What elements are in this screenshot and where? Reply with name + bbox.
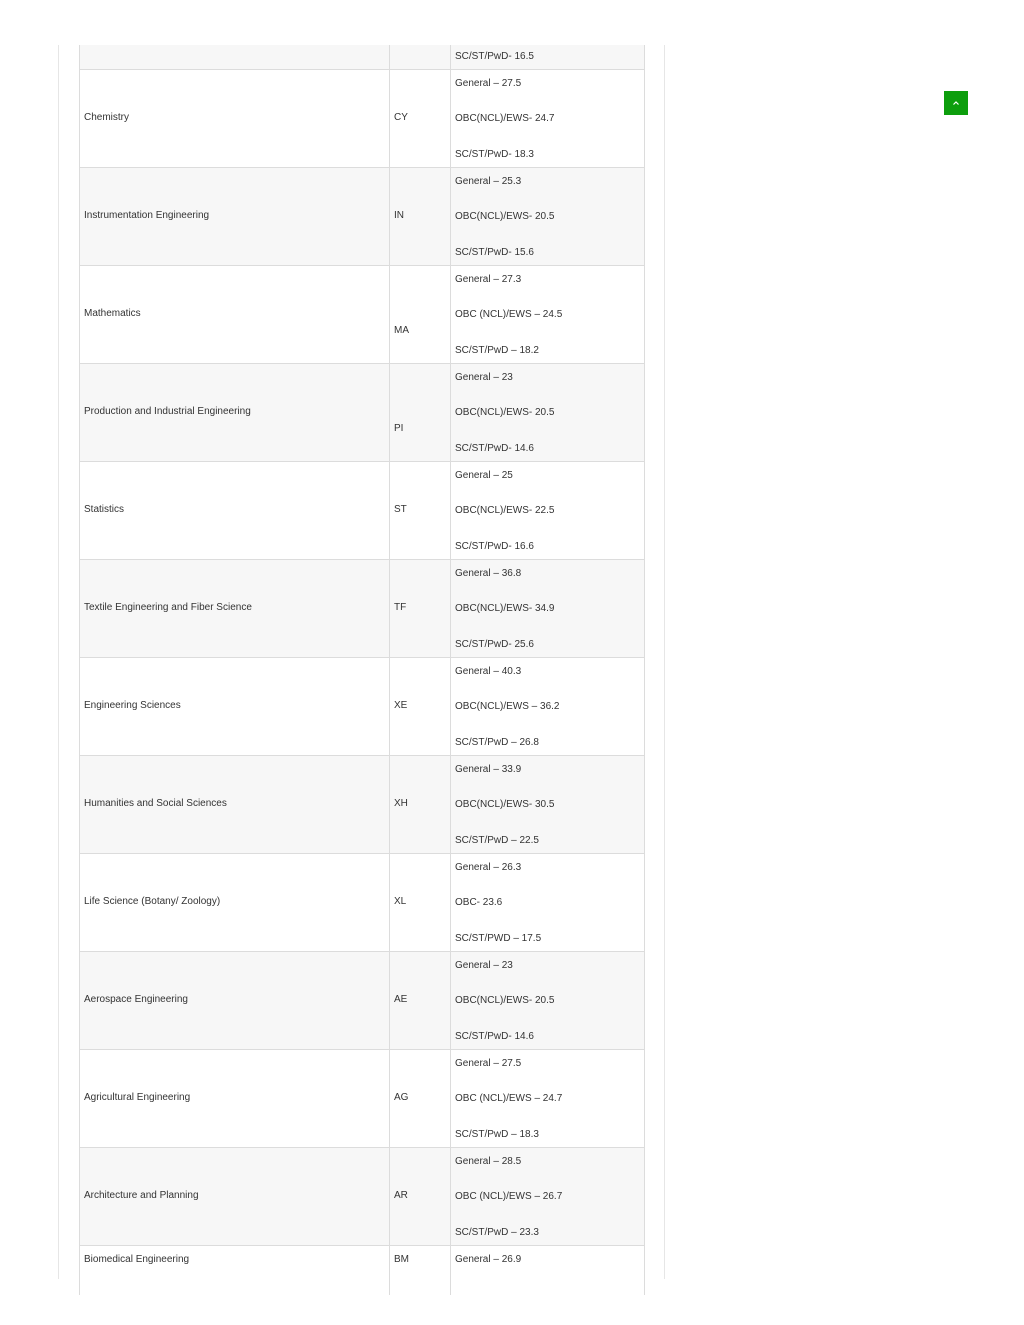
cutoff-sc-st: SC/ST/PWD – 17.5 [455, 932, 542, 944]
code-cell [390, 265, 451, 363]
table-row [80, 1245, 645, 1295]
table-row [80, 755, 645, 853]
code-cell: AG [390, 1049, 451, 1147]
cutoff-sc-st: SC/ST/PwD – 18.2 [455, 344, 539, 356]
cutoff-sc-st: SC/ST/PwD- 16.6 [455, 540, 534, 552]
cutoff-cell [451, 265, 645, 363]
subject-cell: Statistics [80, 461, 390, 559]
cutoff-obc: OBC(NCL)/EWS- 20.5 [455, 211, 555, 222]
cutoff-obc: OBC(NCL)/EWS- 34.9 [455, 603, 555, 614]
subject-cell: Life Science (Botany/ Zoology) [80, 853, 390, 951]
cutoff-obc: OBC(NCL)/EWS – 36.2 [455, 701, 560, 712]
subject-cell: Architecture and Planning [80, 1147, 390, 1245]
cutoff-cell [451, 363, 645, 461]
cutoff-obc: OBC(NCL)/EWS- 30.5 [455, 799, 555, 810]
cutoff-general: General – 23 [455, 371, 513, 383]
cutoff-general: General – 25 [455, 469, 513, 481]
code-cell: AR [390, 1147, 451, 1245]
cutoff-general: General – 26.3 [455, 861, 522, 873]
cutoff-cell [451, 951, 645, 1049]
cutoff-sc-st: SC/ST/PwD- 15.6 [455, 246, 534, 258]
cutoff-cell [451, 755, 645, 853]
code-cell: XH [390, 755, 451, 853]
cutoff-obc: OBC (NCL)/EWS – 26.7 [455, 1191, 563, 1202]
cutoff-sc-st: SC/ST/PwD- 14.6 [455, 442, 534, 454]
cutoff-cell [451, 559, 645, 657]
cutoff-general: General – 28.5 [455, 1155, 522, 1167]
cutoff-sc-st: SC/ST/PwD – 26.8 [455, 736, 539, 748]
cutoff-cell [451, 69, 645, 167]
cutoff-cell [451, 45, 645, 69]
subject-cell: Production and Industrial Engineering [80, 363, 390, 461]
cutoff-line: SC/ST/PwD- 16.5 [455, 50, 534, 62]
cutoff-cell [451, 853, 645, 951]
table-row [80, 559, 645, 657]
cutoff-general: General – 33.9 [455, 763, 522, 775]
table-row [80, 1049, 645, 1147]
cutoff-sc-st: SC/ST/PwD – 22.5 [455, 834, 539, 846]
table-row [80, 951, 645, 1049]
cutoff-cell [451, 167, 645, 265]
cutoff-sc-st: SC/ST/PwD – 18.3 [455, 1128, 539, 1140]
chevron-up-icon [952, 100, 960, 106]
cutoff-sc-st: SC/ST/PwD- 14.6 [455, 1030, 534, 1042]
article-content [58, 45, 665, 1279]
subject-cell: Mathematics [80, 265, 390, 363]
code-cell: BM [390, 1245, 451, 1295]
subject-cell [80, 45, 390, 69]
cutoff-cell [451, 461, 645, 559]
cutoff-cell [451, 1245, 645, 1295]
subject-cell: Chemistry [80, 69, 390, 167]
code-cell: XE [390, 657, 451, 755]
code-cell: XL [390, 853, 451, 951]
subject-cell: Biomedical Engineering [80, 1245, 390, 1295]
code-cell [390, 45, 451, 69]
subject-cell: Textile Engineering and Fiber Science [80, 559, 390, 657]
cutoff-general: General – 27.3 [455, 273, 522, 285]
cutoff-obc: OBC (NCL)/EWS – 24.7 [455, 1093, 563, 1104]
cutoff-general: General – 40.3 [455, 665, 522, 677]
cutoff-cell [451, 657, 645, 755]
table-row [80, 265, 645, 363]
cutoff-general: General – 25.3 [455, 175, 522, 187]
code-cell: CY [390, 69, 451, 167]
cutoff-general: General – 36.8 [455, 567, 522, 579]
subject-cell: Agricultural Engineering [80, 1049, 390, 1147]
subject-cell: Instrumentation Engineering [80, 167, 390, 265]
cutoff-obc: OBC(NCL)/EWS- 20.5 [455, 995, 555, 1006]
cutoff-obc: OBC (NCL)/EWS – 24.5 [455, 309, 563, 320]
cutoff-obc: OBC- 23.6 [455, 897, 503, 908]
subject-cell: Engineering Sciences [80, 657, 390, 755]
code-cell: TF [390, 559, 451, 657]
cutoff-cell [451, 1147, 645, 1245]
gate-cutoff-table [79, 45, 645, 1295]
subject-cell: Aerospace Engineering [80, 951, 390, 1049]
cutoff-general: General – 27.5 [455, 77, 522, 89]
code-text: MA [394, 325, 409, 336]
table-row [80, 45, 645, 69]
cutoff-general: General – 26.9 [455, 1253, 522, 1265]
cutoff-sc-st: SC/ST/PwD- 18.3 [455, 148, 534, 160]
subject-cell: Humanities and Social Sciences [80, 755, 390, 853]
code-cell [390, 363, 451, 461]
table-row [80, 853, 645, 951]
code-cell: IN [390, 167, 451, 265]
cutoff-general: General – 23 [455, 959, 513, 971]
cutoff-sc-st: SC/ST/PwD- 25.6 [455, 638, 534, 650]
table-row [80, 167, 645, 265]
table-row [80, 69, 645, 167]
cutoff-general: General – 27.5 [455, 1057, 522, 1069]
table-row [80, 657, 645, 755]
table-row [80, 1147, 645, 1245]
cutoff-cell [451, 1049, 645, 1147]
cutoff-obc: OBC(NCL)/EWS- 24.7 [455, 113, 555, 124]
code-cell: AE [390, 951, 451, 1049]
code-cell: ST [390, 461, 451, 559]
code-text: PI [394, 423, 404, 434]
scroll-to-top-button[interactable] [944, 91, 968, 115]
cutoff-obc: OBC(NCL)/EWS- 20.5 [455, 407, 555, 418]
table-row [80, 363, 645, 461]
cutoff-obc: OBC(NCL)/EWS- 22.5 [455, 505, 555, 516]
cutoff-sc-st: SC/ST/PwD – 23.3 [455, 1226, 539, 1238]
table-row [80, 461, 645, 559]
